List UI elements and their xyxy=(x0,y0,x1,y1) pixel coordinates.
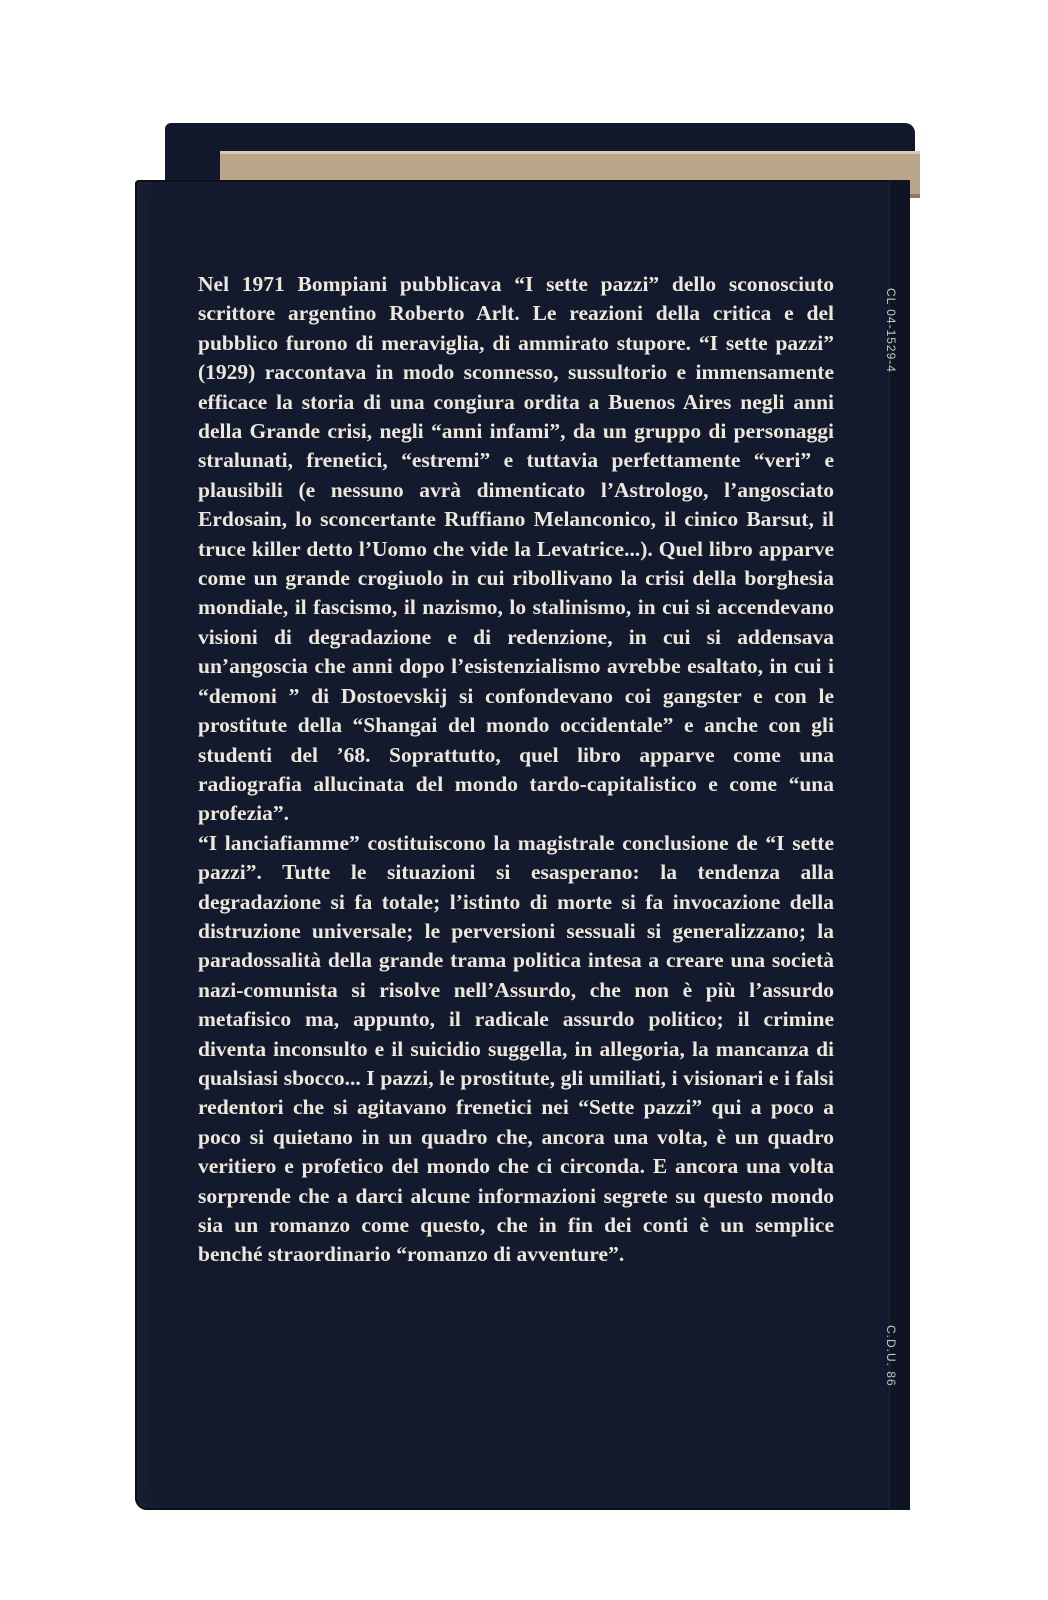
blurb-paragraph-2: “I lanciafiamme” costituiscono la magistrale conclusione de “I sette pazzi”. Tutte le situazioni si esasperano: la tendenza alla degradazione si fa totale; l’istinto di morte si fa invocazione della distruzione universale; le perversioni sessuali si generalizzano; la paradossalità della grande trama politica intesa a creare una società nazi-comunista si risolve nell’Assurdo, che non è più l’assurdo metafisico ma, appunto, il radicale assurdo politico; il crimine diventa inconsulto e il suicidio suggella, in allegoria, la mancanza di qualsiasi sbocco... I pazzi, le prostitute, gli umiliati, i visionari e i falsi redentori che si agitavano frenetici nei “Sette pazzi” qui a poco a poco si quietano in un quadro che, ancora una volta, è un quadro veritiero e profetico del mondo che ci circonda. E ancora una volta sorprende che a darci alcune informazioni segrete su questo mondo sia un romanzo come questo, che in fin dei conti è un semplice benché straordinario “romanzo di avventure”. xyxy=(198,830,834,1267)
catalog-code-top: CL 04-1529-4 xyxy=(884,288,898,373)
catalog-code-bottom: C.D.U. 86 xyxy=(884,1325,898,1387)
cover-spine-edge xyxy=(889,180,910,1510)
back-cover-blurb xyxy=(198,270,834,1270)
blurb-paragraph-1: Nel 1971 Bompiani pubblicava “I sette pazzi” dello sconosciuto scrittore argentino Roberto Arlt. Le reazioni della critica e del pubblico furono di meraviglia, di ammirato stupore. “I sette pazzi” (1929) raccontava in modo sconnesso, sussultorio e immensamente efficace la storia di una congiura ordita a Buenos Aires negli anni della Grande crisi, negli “anni infami”, da un gruppo di personaggi stralunati, frenetici, “estremi” e tuttavia perfettamente “veri” e plausibili (e nessuno avrà dimenticato l’Astrologo, l’angosciato Erdosain, lo sconcertante Ruffiano Melanconico, il cinico Barsut, il truce killer detto l’Uomo che vide la Levatrice...). Quel libro apparve come un grande crogiuolo in cui ribollivano la crisi della borghesia mondiale, il fascismo, il nazismo, lo stalinismo, in cui si accendevano visioni di degradazione e di redenzione, in cui si addensava un’angoscia che anni dopo l’esistenzialismo avrebbe esaltato, in cui i “demoni ” di Dostoevskij si confondevano coi gangster e con le prostitute della “Shangai del mondo occidentale” e anche con gli studenti del ’68. Soprattutto, quel libro apparve come una radiografia allucinata del mondo tardo-capitalistico e come “una profezia”. xyxy=(198,272,834,826)
